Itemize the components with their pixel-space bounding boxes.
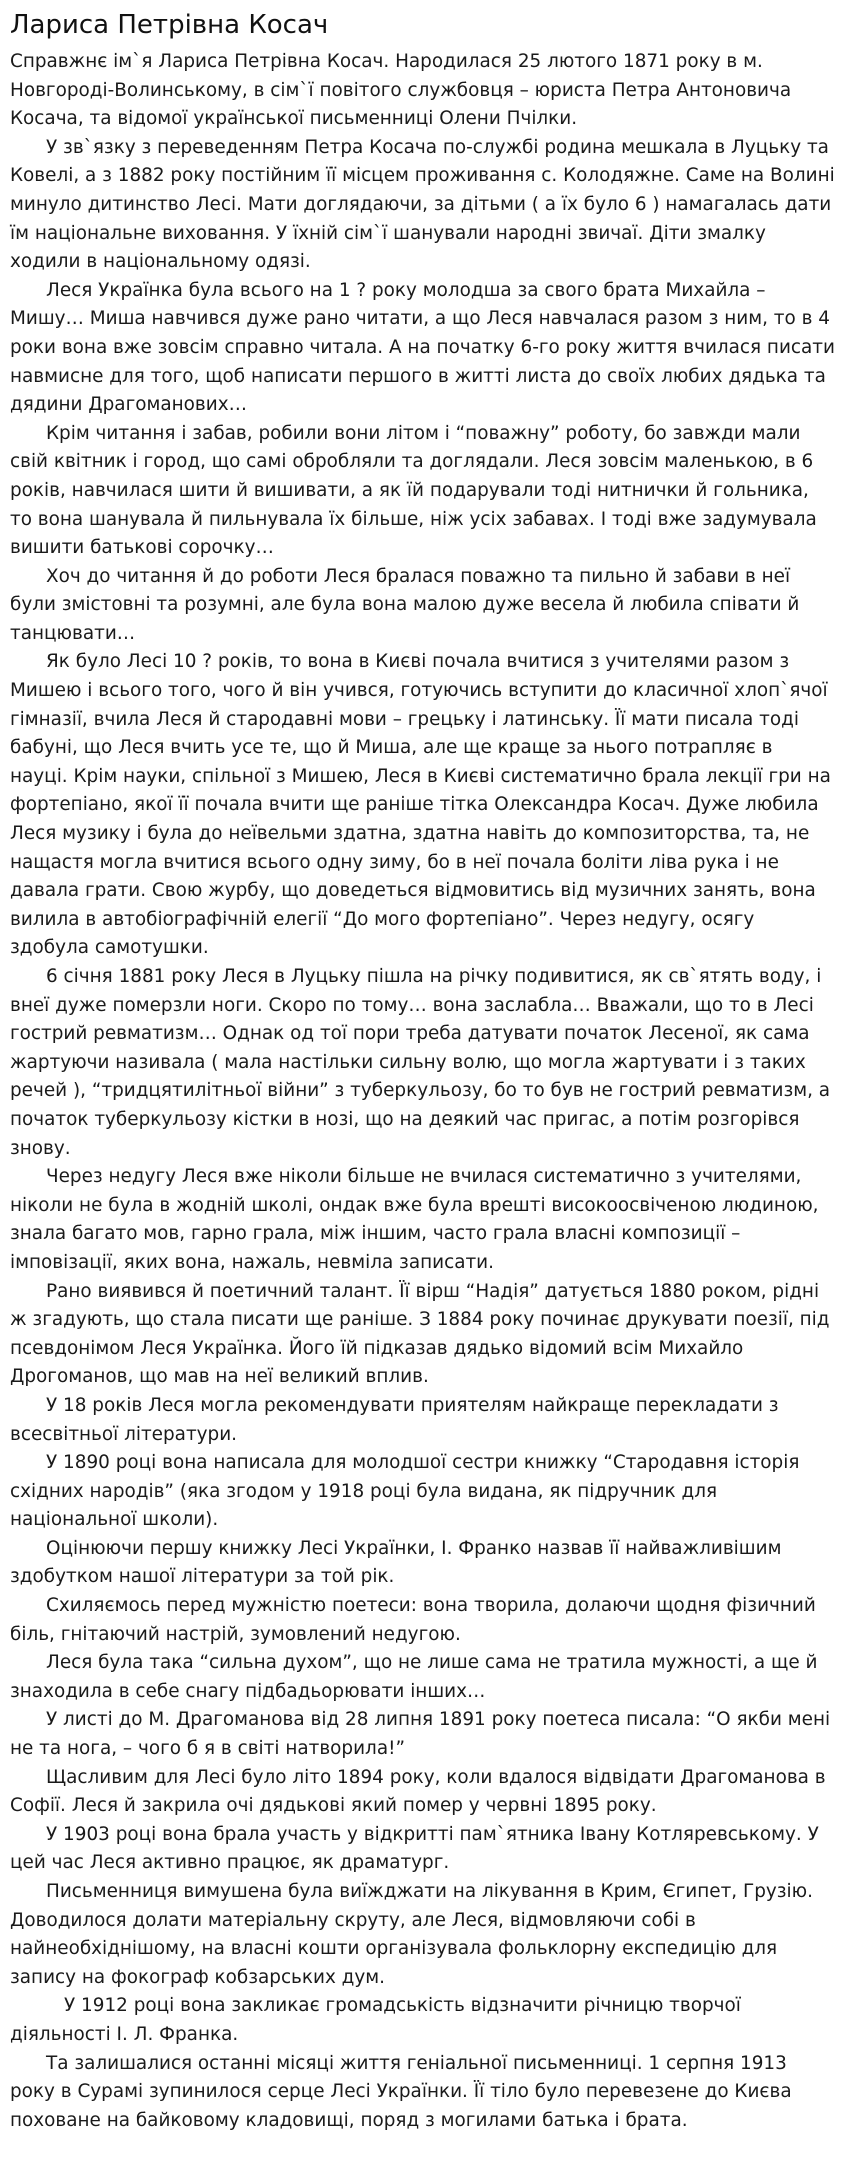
paragraph-work: Крім читання і забав, робили вони літом і “поважну” роботу, бо завжди мали свій квітник і город, що самі обробляли та доглядали. Леся зовсім маленькою, в 6 років, навчилася шити й вишивати, а як їй подарували тоді нитнички й гольника, то вона шанувала й пильнувала їх більше, ніж усіх забавах. І тоді вже задумувала вишити батькові сорочку… [10, 422, 817, 559]
paragraph-games: Хоч до читання й до роботи Леся бралася поважно та пильно й забави в неї були змістовні та розумні, але була вона малою дуже весела й любила співати й танцювати… [10, 565, 800, 644]
paragraph-intro: Справжнє ім`я Лариса Петрівна Косач. Народилася 25 лютого 1871 року в м. Новгороді-Волинському, в сім`ї повітого службовця – юриста Петра Антоновича Косача, та відомої української письменниці Олени Пчілки. [10, 51, 792, 130]
paragraph-letter: У листі до М. Драгоманова від 28 липня 1891 року поетеса писала: “О якби мені не та нога, – чого б я в світі натворила!” [10, 1709, 831, 1760]
paragraph-sofia: Щасливим для Лесі було літо 1894 року, коли вдалося відвідати Драгоманова в Софії. Леся й закрила очі дядькові який помер у червні 1895 року. [10, 1766, 826, 1817]
page-title: Лариса Петрівна Косач [10, 10, 329, 40]
paragraph-monument: У 1903 році вона брала участь у відкритті пам`ятника Івану Котляревському. У цей час Леся активно працює, як драматург. [10, 1823, 819, 1874]
paragraph-history-book: У 1890 році вона написала для молодшої сестри книжку “Стародавня історія східних народів” (яка згодом у 1918 році була видана, як підручник для національної школи). [10, 1452, 800, 1531]
document-body [10, 48, 835, 2135]
paragraph-kyiv-studies: Як було Лесі 10 ? років, то вона в Києві почала вчитися з учителями разом з Мишею і всього того, чого й він учився, готуючись вступити до класичної хлоп`ячої гімназії, вчила Леся й стародавні мови – грецьку і латинську. Її мати писала тоді бабуні, що Леся вчить усе те, що й Миша, але ще краще за нього потрапляє в науці. Крім науки, спільної з Мишею, Леся в Києві систематично брала лекції гри на фортепіано, якої її почала вчити ще раніше тітка Олександра Косач. Дуже любила Леся музику і була до неївельми здатна, здатна навіть до композиторства, та, не нащастя могла вчитися всього одну зиму, бо в неї почала боліти ліва рука і не давала грати. Свою журбу, що доведеться відмовитись від музичних занять, вона вилила в автобіографічній елегії “До мого фортепіано”. Через недугу, осягу здобула самотушки. [10, 651, 831, 959]
paragraph-expedition: Письменниця вимушена була виїжджати на лікування в Крим, Єгипет, Грузію. Доводилося долати матеріальну скруту, але Леся, відмовляючи собі в найнеобхіднішому, на власні кошти організувала фольклорну експедицію для запису на фокограф кобзарських дум. [10, 1881, 813, 1988]
paragraph-poetic-talent: Рано виявився й поетичний талант. Її вірш “Надія” датується 1880 роком, рідні ж згадують, що стала писати ще раніше. З 1884 року починає друкувати поезії, під псевдонімом Леся Українка. Його їй підказав дядько відомий всім Михайло Дрогоманов, що мав на неї великий вплив. [10, 1280, 830, 1388]
paragraph-childhood: У зв`язку з переведенням Петра Косача по-службі родина мешкала в Луцьку та Ковелі, а з 1882 року постійним її місцем проживання с. Колодяжне. Саме на Волині минуло дитинство Лесі. Мати доглядаючи, за дітьми ( а їх було 6 ) намагалась дати їм національне виховання. У їхній сім`ї шанували народні звичаї. Діти змалку ходили в національному одязі. [10, 136, 835, 273]
paragraph-strong-spirit: Леся була така “сильна духом”, що не лише сама не тратила мужності, а ще й знаходила в себе снагу підбадьорювати інших… [10, 1652, 818, 1702]
paragraph-last-months: Та залишалися останні місяці життя геніальної письменниці. 1 серпня 1913 року в Сурамі зупинилося серце Лесі Українки. Її тіло було перевезене до Києва поховане на байковому кладовищі, поряд з могилами батька і брата. [10, 2052, 792, 2131]
paragraph-courage: Схиляємось перед мужністю поетеси: вона творила, долаючи щодня фізичний біль, гнітаючий настрій, зумовлений недугою. [10, 1595, 816, 1645]
paragraph-education: Через недугу Леся вже ніколи більше не вчилася систематично з учителями, ніколи не була в жодній школі, ондак вже була врешті високоосвіченою людиною, знала багато мов, гарно грала, між іншим, часто грала власні композиції – імповізації, яких вона, нажаль, невміла записати. [10, 1166, 819, 1273]
paragraph-translations: У 18 років Леся могла рекомендувати приятелям найкраще перекладати з всесвітньої літератури. [10, 1394, 779, 1445]
paragraph-brother: Леся Українка була всього на 1 ? року молодша за свого брата Михайла – Мишу… Миша навчився дуже рано читати, а що Леся навчалася разом з ним, то в 4 роки вона вже зовсім справно читала. А на початку 6-го року життя вчилася писати навмисне для того, щоб написати першого в житті листа до своїх любих дядька та дядини Драгоманових… [10, 279, 835, 416]
paragraph-franko-anniversary: У 1912 році вона закликає громадськість відзначити річницю творчої діяльності І. Л. Франка. [10, 1995, 741, 2045]
paragraph-illness: 6 січня 1881 року Леся в Луцьку пішла на річку подивитися, як св`ятять воду, і внеї дуже померзли ноги. Скоро по тому… вона заслабла… Вважали, що то в Лесі гострий ревматизм… Однак од тої пори треба датувати початок Лесеної, як сама жартуючи називала ( мала настільки сильну волю, що могла жартувати і з таких речей ), “тридцятилітньої війни” з туберкульозу, бо то був не гострий ревматизм, а початок туберкульозу кістки в нозі, що на деякий час пригас, а потім розгорівся знову. [10, 966, 831, 1159]
paragraph-franko-review: Оцінюючи першу книжку Лесі Українки, І. Франко назвав її найважливішим здобутком нашої літератури за той рік. [10, 1537, 782, 1588]
